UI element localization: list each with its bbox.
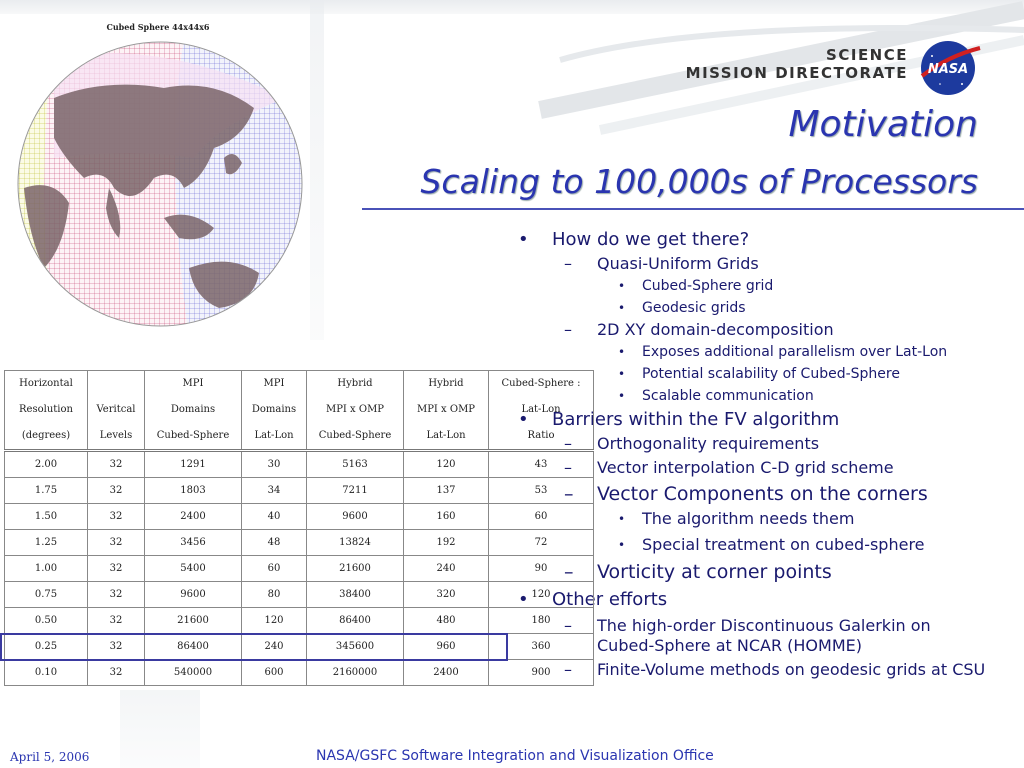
table-cell: 0.25 bbox=[5, 634, 88, 660]
table-header-cell bbox=[307, 371, 404, 451]
bullet-l3: • Scalable communication bbox=[512, 386, 1012, 406]
bullet-l3: • Potential scalability of Cubed-Sphere bbox=[512, 364, 1012, 384]
table-row bbox=[5, 556, 594, 582]
table-cell: 345600 bbox=[307, 634, 404, 660]
header-line: Veritcal bbox=[96, 404, 136, 415]
table-cell: 48 bbox=[242, 530, 307, 556]
bullet-l3: • Geodesic grids bbox=[512, 298, 1012, 318]
table-cell: 30 bbox=[242, 451, 307, 478]
table-cell: 180 bbox=[489, 608, 594, 634]
table-cell: 960 bbox=[404, 634, 489, 660]
table-cell: 5400 bbox=[145, 556, 242, 582]
table-cell: 540000 bbox=[145, 660, 242, 686]
header-line: Cubed-Sphere bbox=[156, 430, 230, 441]
table-cell: 2400 bbox=[404, 660, 489, 686]
table-cell: 900 bbox=[489, 660, 594, 686]
table-cell: 32 bbox=[88, 478, 145, 504]
table-row bbox=[5, 478, 594, 504]
bullet-l1: • Barriers within the FV algorithm bbox=[512, 408, 1012, 432]
bullet-l1: • Other efforts bbox=[512, 588, 1012, 612]
table-cell: 600 bbox=[242, 660, 307, 686]
header-line: Cubed-Sphere : bbox=[501, 378, 581, 389]
table-cell: 0.50 bbox=[5, 608, 88, 634]
table-cell: 1291 bbox=[145, 451, 242, 478]
table-header-cell bbox=[5, 371, 88, 451]
table-cell: 120 bbox=[404, 451, 489, 478]
footer-organization: NASA/GSFC Software Integration and Visualization Office bbox=[316, 748, 714, 764]
table-cell: 480 bbox=[404, 608, 489, 634]
bullet-l3: • Special treatment on cubed-sphere bbox=[512, 534, 1012, 556]
title-divider bbox=[362, 208, 1024, 210]
header-line: Domains bbox=[170, 404, 216, 415]
header-line: Levels bbox=[99, 430, 133, 441]
table-cell: 86400 bbox=[145, 634, 242, 660]
table-cell: 9600 bbox=[307, 504, 404, 530]
header-line: Cubed-Sphere bbox=[318, 430, 392, 441]
org-line-1: SCIENCE bbox=[826, 46, 908, 64]
table-cell: 32 bbox=[88, 451, 145, 478]
bullet-l3: • Cubed-Sphere grid bbox=[512, 276, 1012, 296]
table-row bbox=[5, 451, 594, 478]
header-line: Lat-Lon bbox=[521, 404, 561, 415]
table-cell: 32 bbox=[88, 556, 145, 582]
bullet-l2: – Finite-Volume methods on geodesic grids at CSU bbox=[512, 660, 1012, 680]
table-cell: 53 bbox=[489, 478, 594, 504]
cubed-sphere-figure bbox=[8, 14, 308, 332]
nasa-logo-icon bbox=[918, 38, 982, 98]
table-cell: 120 bbox=[489, 582, 594, 608]
header-line: Resolution bbox=[19, 404, 73, 415]
table-cell: 320 bbox=[404, 582, 489, 608]
table-header-cell bbox=[88, 371, 145, 451]
table-cell: 60 bbox=[242, 556, 307, 582]
table-cell: 137 bbox=[404, 478, 489, 504]
table-cell: 1.50 bbox=[5, 504, 88, 530]
table-cell: 9600 bbox=[145, 582, 242, 608]
table-row bbox=[5, 582, 594, 608]
header-line: Horizontal bbox=[19, 378, 73, 389]
table-row bbox=[5, 608, 594, 634]
header-line bbox=[94, 371, 138, 397]
highlighted-row-box bbox=[0, 633, 508, 661]
figure-caption: Cubed Sphere 44x44x6 bbox=[106, 22, 210, 32]
nasa-logo-text: NASA bbox=[927, 62, 969, 77]
table-cell: 32 bbox=[88, 634, 145, 660]
page-title: Motivation bbox=[788, 104, 978, 145]
bullet-l2: – Vector interpolation C-D grid scheme bbox=[512, 458, 1012, 478]
header-line: MPI x OMP bbox=[416, 404, 476, 415]
bullet-l3: • Exposes additional parallelism over Lat-Lon bbox=[512, 342, 1012, 362]
table-cell: 21600 bbox=[145, 608, 242, 634]
table-cell: 32 bbox=[88, 582, 145, 608]
table-cell: 240 bbox=[242, 634, 307, 660]
bullet-l1: • How do we get there? bbox=[512, 228, 1012, 252]
table-cell: 240 bbox=[404, 556, 489, 582]
header-line: Hybrid bbox=[337, 378, 373, 389]
table-cell: 32 bbox=[88, 608, 145, 634]
header-line: Domains bbox=[251, 404, 297, 415]
bullet-l2: – 2D XY domain-decomposition bbox=[512, 320, 1012, 340]
table-cell: 90 bbox=[489, 556, 594, 582]
bullet-l2: – The high-order Discontinuous Galerkin on Cubed-Sphere at NCAR (HOMME) bbox=[512, 616, 1012, 656]
table-cell: 2400 bbox=[145, 504, 242, 530]
table-header-cell bbox=[145, 371, 242, 451]
table-cell: 160 bbox=[404, 504, 489, 530]
header-line: MPI bbox=[263, 378, 285, 389]
org-line-2: MISSION DIRECTORATE bbox=[685, 64, 908, 82]
header-line: MPI x OMP bbox=[325, 404, 385, 415]
cubed-sphere-globe bbox=[14, 38, 306, 330]
table-row bbox=[5, 530, 594, 556]
table-cell: 7211 bbox=[307, 478, 404, 504]
table-header-cell bbox=[404, 371, 489, 451]
table-cell: 80 bbox=[242, 582, 307, 608]
bullet-l2: – Quasi-Uniform Grids bbox=[512, 254, 1012, 274]
table-cell: 360 bbox=[489, 634, 594, 660]
table-cell: 1.00 bbox=[5, 556, 88, 582]
header-line: Hybrid bbox=[428, 378, 464, 389]
bullet-l2: – Orthogonality requirements bbox=[512, 434, 1012, 454]
table-cell: 43 bbox=[489, 451, 594, 478]
bullet-l2: – Vorticity at corner points bbox=[512, 560, 1012, 584]
table-row bbox=[5, 660, 594, 686]
header-line: Ratio bbox=[527, 430, 555, 441]
table-cell: 0.75 bbox=[5, 582, 88, 608]
table-cell: 32 bbox=[88, 530, 145, 556]
page-subtitle: Scaling to 100,000s of Processors bbox=[420, 162, 978, 201]
table-cell: 5163 bbox=[307, 451, 404, 478]
table-cell: 13824 bbox=[307, 530, 404, 556]
table-cell: 120 bbox=[242, 608, 307, 634]
bullet-l3: • The algorithm needs them bbox=[512, 508, 1012, 530]
header-line: Lat-Lon bbox=[254, 430, 294, 441]
table-cell: 192 bbox=[404, 530, 489, 556]
table-cell: 2160000 bbox=[307, 660, 404, 686]
footer-date: April 5, 2006 bbox=[10, 750, 90, 764]
table-header-cell bbox=[489, 371, 594, 451]
table-cell: 32 bbox=[88, 660, 145, 686]
table-cell: 60 bbox=[489, 504, 594, 530]
table-cell: 0.10 bbox=[5, 660, 88, 686]
table-cell: 72 bbox=[489, 530, 594, 556]
header-line: MPI bbox=[182, 378, 204, 389]
table-header-row bbox=[5, 371, 594, 451]
table-cell: 1803 bbox=[145, 478, 242, 504]
header-line: Lat-Lon bbox=[426, 430, 466, 441]
table-cell: 21600 bbox=[307, 556, 404, 582]
table-cell: 2.00 bbox=[5, 451, 88, 478]
table-header-cell bbox=[242, 371, 307, 451]
table-cell: 3456 bbox=[145, 530, 242, 556]
table-cell: 1.25 bbox=[5, 530, 88, 556]
table-cell: 1.75 bbox=[5, 478, 88, 504]
table-cell: 86400 bbox=[307, 608, 404, 634]
header-line: (degrees) bbox=[21, 430, 71, 441]
table-cell: 34 bbox=[242, 478, 307, 504]
table-cell: 38400 bbox=[307, 582, 404, 608]
table-cell: 40 bbox=[242, 504, 307, 530]
science-mission-directorate-wordmark bbox=[682, 46, 908, 82]
bullet-l2: – Vector Components on the corners bbox=[512, 482, 1012, 506]
table-cell: 32 bbox=[88, 504, 145, 530]
table-row bbox=[5, 504, 594, 530]
